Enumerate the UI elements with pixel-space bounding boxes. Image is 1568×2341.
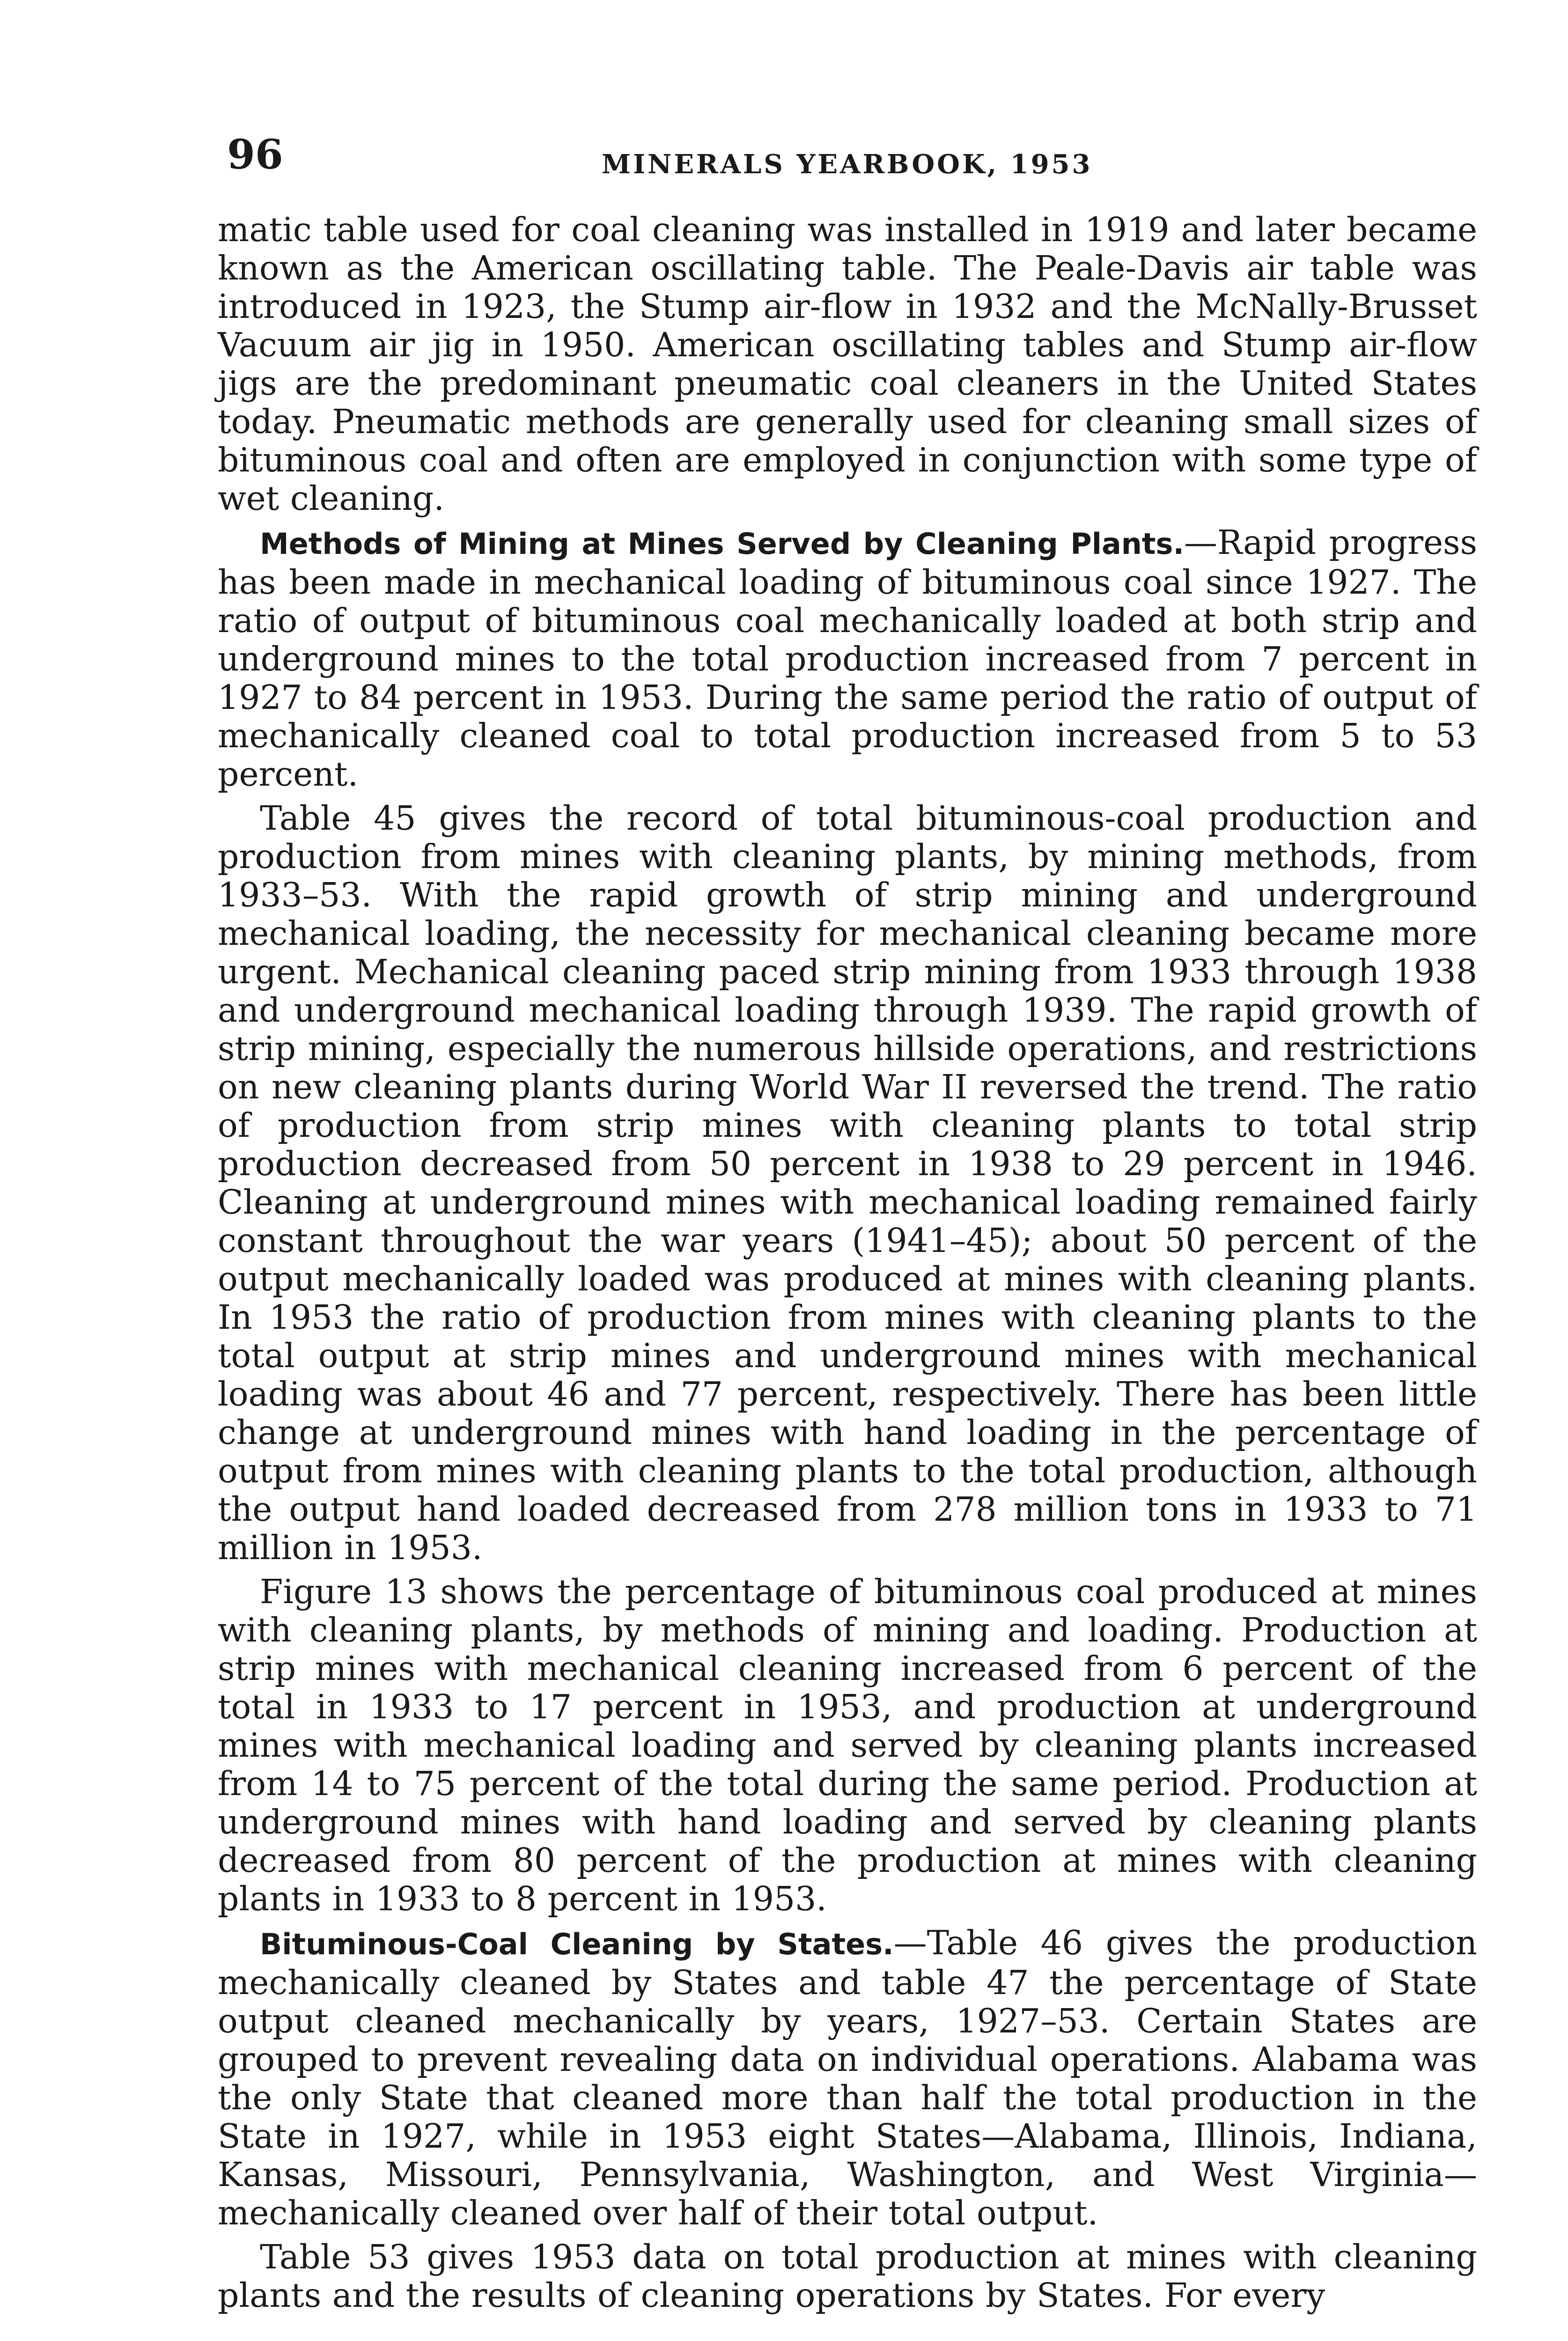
paragraph-text: Table 45 gives the record of total bituminous-coal production and production from mines with cleaning plants, by mining methods, from 1933–53. With the rapid growth of strip mining and underground mechanical loading, the necessity for mechanical cleaning became more urgent. Mechanical cleaning paced strip mining from 1933 through 1938 and underground mechanical loading through 1939. The rapid growth of strip mining, especially the numerous hillside operations, and restrictions on new cleaning plants during World War II reversed the trend. The ratio of production from strip mines with cleaning plants to total strip production decreased from 50 percent in 1938 to 29 percent in 1946. Cleaning at underground mines with mechanical loading remained fairly constant throughout the war years (1941–45); about 50 percent of the output mechanically loaded was produced at mines with cleaning plants. In 1953 the ratio of production from mines with cleaning plants to the total output at strip mines and underground mines with mechanical loading was about 46 and 77 percent, respectively. There has been little change at underground mines with hand loading in the percentage of output from mines with cleaning plants to the total production, although the output hand loaded decreased from 278 million tons in 1933 to 71 million in 1953. bbox=[218, 799, 1477, 1567]
paragraph-text: Table 53 gives 1953 data on total production at mines with cleaning plants and the results of cleaning operations by States. For every bbox=[218, 2238, 1477, 2315]
section-heading: Bituminous-Coal Cleaning by States. bbox=[260, 1927, 894, 1961]
body-text bbox=[218, 211, 1477, 2315]
paragraph-continuation bbox=[218, 211, 1477, 518]
paragraph-cleaning-by-states bbox=[218, 1924, 1477, 2232]
running-title: MINERALS YEARBOOK, 1953 bbox=[602, 149, 1093, 180]
paragraph-text: matic table used for coal cleaning was installed in 1919 and later became known as the American oscillating table. The Peale-Davis air table was introduced in 1923, the Stump air-flow in 1932 and the McNally-Brusset Vacuum air jig in 1950. American oscillating tables and Stump air-flow jigs are the predominant pneumatic coal cleaners in the United States today. Pneumatic methods are generally used for cleaning small sizes of bituminous coal and often are employed in conjunction with some type of wet cleaning. bbox=[218, 210, 1477, 518]
paragraph-text: —Rapid progress has been made in mechanical loading of bituminous coal since 1927. The ratio of output of bituminous coal mechanically loaded at both strip and underground mines to the total production increased from 7 percent in 1927 to 84 percent in 1953. During the same period the ratio of output of mechanically cleaned coal to total production increased from 5 to 53 percent. bbox=[218, 523, 1477, 794]
paragraph-text: —Table 46 gives the production mechanically cleaned by States and table 47 the percentage of State output cleaned mechanically by years, 1927–53. Certain States are grouped to prevent revealing data on individual operations. Alabama was the only State that cleaned more than half the total production in the State in 1927, while in 1953 eight States—Alabama, Illinois, Indiana, Kansas, Missouri, Pennsylvania, Washington, and West Virginia—mechanically cleaned over half of their total output. bbox=[218, 1923, 1477, 2232]
paragraph-text: Figure 13 shows the percentage of bituminous coal produced at mines with cleaning plants, by methods of mining and loading. Production at strip mines with mechanical cleaning increased from 6 percent of the total in 1933 to 17 percent in 1953, and production at underground mines with mechanical loading and served by cleaning plants increased from 14 to 75 percent of the total during the same period. Production at underground mines with hand loading and served by cleaning plants decreased from 80 percent of the production at mines with cleaning plants in 1933 to 8 percent in 1953. bbox=[218, 1572, 1477, 1918]
paragraph-table-45 bbox=[218, 799, 1477, 1567]
paragraph-methods-of-mining bbox=[218, 523, 1477, 794]
page-number: 96 bbox=[227, 131, 283, 178]
running-head bbox=[218, 122, 1477, 197]
section-heading: Methods of Mining at Mines Served by Cleaning Plants. bbox=[260, 527, 1185, 561]
paragraph-table-53 bbox=[218, 2238, 1477, 2315]
paragraph-figure-13 bbox=[218, 1573, 1477, 1918]
document-page bbox=[218, 122, 1477, 2320]
